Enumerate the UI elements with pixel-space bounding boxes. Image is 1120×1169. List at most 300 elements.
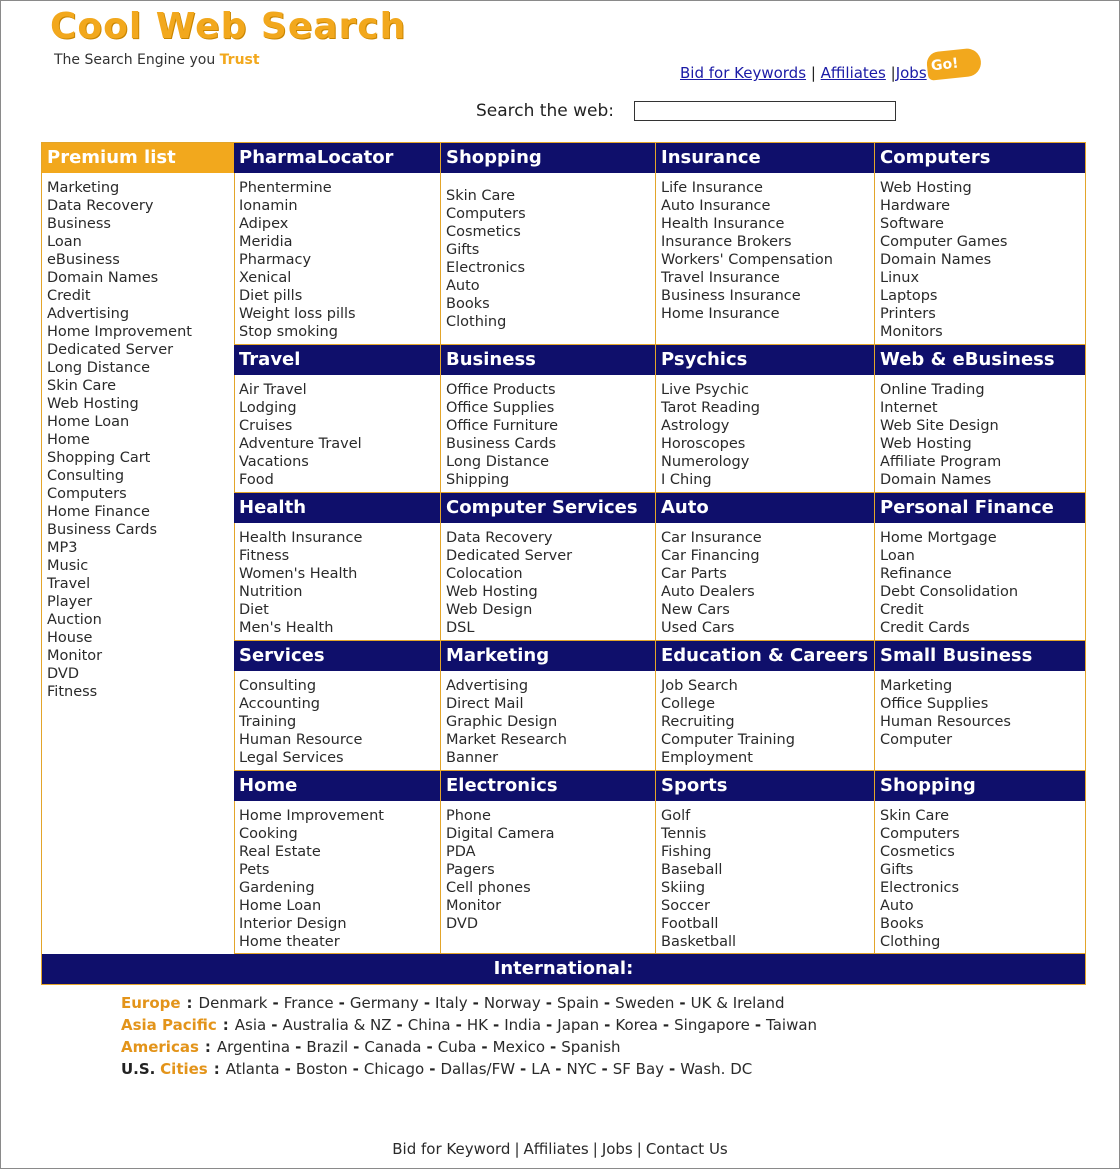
country-link-norway[interactable]: Norway (483, 994, 541, 1012)
country-link-germany[interactable]: Germany (349, 994, 419, 1012)
category-items (441, 529, 655, 637)
country-link-canada[interactable]: Canada (364, 1038, 422, 1056)
category-link-pagers[interactable]: Pagers (446, 862, 495, 878)
category-link-debt-consolidation[interactable]: Debt Consolidation (880, 584, 1019, 600)
footer-jobs-link[interactable]: Jobs (601, 1140, 633, 1158)
category-link-pharmacy[interactable]: Pharmacy (239, 252, 312, 268)
category-title[interactable]: Electronics (441, 771, 655, 801)
category-link-computers[interactable]: Computers (880, 826, 960, 842)
premium-item-home-finance[interactable]: Home Finance (47, 504, 150, 520)
premium-item-credit[interactable]: Credit (47, 288, 91, 304)
category-link-skin-care[interactable]: Skin Care (446, 188, 516, 204)
premium-item-auction[interactable]: Auction (47, 612, 102, 628)
category-link-web-design[interactable]: Web Design (446, 602, 533, 618)
country-link-dallas-fw[interactable]: Dallas/FW (440, 1060, 516, 1078)
category-link-cell-phones[interactable]: Cell phones (446, 880, 531, 896)
category-title[interactable]: Travel (234, 345, 440, 375)
category-shopping (875, 771, 1085, 954)
international-row-europe (121, 992, 817, 1014)
category-link-phone[interactable]: Phone (446, 808, 491, 824)
category-link-computers[interactable]: Computers (446, 206, 526, 222)
category-title[interactable]: Small Business (875, 641, 1085, 671)
category-electronics (441, 771, 656, 954)
category-link-car-insurance[interactable]: Car Insurance (661, 530, 762, 546)
category-link-nutrition[interactable]: Nutrition (239, 584, 303, 600)
country-link-wash-dc[interactable]: Wash. DC (680, 1060, 753, 1078)
dash-separator: - (284, 1060, 291, 1078)
category-link-monitors[interactable]: Monitors (880, 324, 943, 340)
category-link-diet[interactable]: Diet (239, 602, 269, 618)
category-link-auto-dealers[interactable]: Auto Dealers (661, 584, 755, 600)
premium-item-skin-care[interactable]: Skin Care (47, 378, 117, 394)
category-link-direct-mail[interactable]: Direct Mail (446, 696, 524, 712)
category-link-stop-smoking[interactable]: Stop smoking (239, 324, 338, 340)
category-link-business-cards[interactable]: Business Cards (446, 436, 557, 452)
category-link-college[interactable]: College (661, 696, 716, 712)
category-link-office-furniture[interactable]: Office Furniture (446, 418, 559, 434)
region-label[interactable]: Americas (121, 1038, 199, 1056)
category-link-web-hosting[interactable]: Web Hosting (880, 180, 972, 196)
country-link-singapore[interactable]: Singapore (674, 1016, 750, 1034)
category-link-computer[interactable]: Computer (880, 732, 953, 748)
category-items (441, 381, 655, 489)
dash-separator: - (679, 994, 686, 1012)
category-link-digital-camera[interactable]: Digital Camera (446, 826, 555, 842)
category-link-adventure-travel[interactable]: Adventure Travel (239, 436, 362, 452)
dash-separator: - (338, 994, 345, 1012)
premium-item-long-distance[interactable]: Long Distance (47, 360, 151, 376)
category-link-dedicated-server[interactable]: Dedicated Server (446, 548, 573, 564)
category-link-home-improvement[interactable]: Home Improvement (239, 808, 384, 824)
category-items (875, 381, 1085, 489)
category-link-cosmetics[interactable]: Cosmetics (880, 844, 955, 860)
category-items (656, 807, 874, 951)
category-title[interactable]: Shopping (441, 143, 655, 173)
category-travel (234, 345, 441, 493)
category-link-adipex[interactable]: Adipex (239, 216, 289, 232)
category-link-home-insurance[interactable]: Home Insurance (661, 306, 780, 322)
dash-separator: - (295, 1038, 302, 1056)
premium-item-mp3[interactable]: MP3 (47, 540, 78, 556)
category-link-home-loan[interactable]: Home Loan (239, 898, 322, 914)
dash-separator: - (396, 1016, 403, 1034)
country-link-japan[interactable]: Japan (557, 1016, 600, 1034)
category-link-home-theater[interactable]: Home theater (239, 934, 340, 950)
category-link-real-estate[interactable]: Real Estate (239, 844, 321, 860)
country-link-argentina[interactable]: Argentina (216, 1038, 291, 1056)
category-link-diet-pills[interactable]: Diet pills (239, 288, 303, 304)
premium-item-business-cards[interactable]: Business Cards (47, 522, 158, 538)
region-label[interactable]: Europe (121, 994, 181, 1012)
category-title[interactable]: Sports (656, 771, 874, 801)
category-items (656, 677, 874, 767)
dash-separator: - (545, 994, 552, 1012)
category-link-golf[interactable]: Golf (661, 808, 691, 824)
dash-separator: - (601, 1060, 608, 1078)
premium-item-dedicated-server[interactable]: Dedicated Server (47, 342, 174, 358)
bid-keywords-link[interactable]: Bid for Keywords (680, 64, 807, 82)
country-link-brazil[interactable]: Brazil (306, 1038, 349, 1056)
category-link-tennis[interactable]: Tennis (661, 826, 707, 842)
category-title[interactable]: Services (234, 641, 440, 671)
category-link-travel-insurance[interactable]: Travel Insurance (661, 270, 780, 286)
category-link-cooking[interactable]: Cooking (239, 826, 298, 842)
category-link-consulting[interactable]: Consulting (239, 678, 317, 694)
country-link-spanish[interactable]: Spanish (561, 1038, 621, 1056)
premium-item-domain-names[interactable]: Domain Names (47, 270, 159, 286)
premium-item-player[interactable]: Player (47, 594, 93, 610)
category-link-printers[interactable]: Printers (880, 306, 936, 322)
premium-item-music[interactable]: Music (47, 558, 89, 574)
category-link-tarot-reading[interactable]: Tarot Reading (661, 400, 761, 416)
category-link-clothing[interactable]: Clothing (446, 314, 507, 330)
category-link-market-research[interactable]: Market Research (446, 732, 567, 748)
country-link-india[interactable]: India (504, 1016, 542, 1034)
dash-separator: - (546, 1016, 553, 1034)
footer-bid-keyword-link[interactable]: Bid for Keyword (392, 1140, 511, 1158)
category-title[interactable]: Marketing (441, 641, 655, 671)
country-link-italy[interactable]: Italy (435, 994, 468, 1012)
category-psychics (656, 345, 875, 493)
international-row-cities (121, 1058, 817, 1080)
category-items (441, 677, 655, 767)
category-link-shipping[interactable]: Shipping (446, 472, 510, 488)
dash-separator: - (426, 1038, 433, 1056)
category-link-web-hosting[interactable]: Web Hosting (446, 584, 538, 600)
country-link-mexico[interactable]: Mexico (492, 1038, 546, 1056)
affiliates-link[interactable]: Affiliates (820, 64, 886, 82)
category-services (234, 641, 441, 771)
category-link-clothing[interactable]: Clothing (880, 934, 941, 950)
category-link-books[interactable]: Books (880, 916, 924, 932)
country-link-cuba[interactable]: Cuba (437, 1038, 477, 1056)
country-link-spain[interactable]: Spain (556, 994, 599, 1012)
country-link-korea[interactable]: Korea (615, 1016, 658, 1034)
separator: | (636, 1140, 642, 1158)
category-link-life-insurance[interactable]: Life Insurance (661, 180, 763, 196)
separator: | (592, 1140, 598, 1158)
international-row-asia-pacific (121, 1014, 817, 1036)
dash-separator: - (604, 1016, 611, 1034)
category-link-women-s-health[interactable]: Women's Health (239, 566, 358, 582)
footer-contact-link[interactable]: Contact Us (645, 1140, 728, 1158)
category-link-employment[interactable]: Employment (661, 750, 753, 766)
category-title[interactable]: Shopping (875, 771, 1085, 801)
category-link-pets[interactable]: Pets (239, 862, 270, 878)
region-label[interactable]: Asia Pacific (121, 1016, 217, 1034)
category-link-software[interactable]: Software (880, 216, 944, 232)
country-link-la[interactable]: LA (531, 1060, 551, 1078)
dash-separator: - (455, 1016, 462, 1034)
category-link-training[interactable]: Training (239, 714, 297, 730)
category-link-astrology[interactable]: Astrology (661, 418, 730, 434)
category-link-laptops[interactable]: Laptops (880, 288, 938, 304)
category-title[interactable]: Computer Services (441, 493, 655, 523)
premium-item-business[interactable]: Business (47, 216, 111, 232)
premium-items (42, 179, 234, 701)
category-home (234, 771, 441, 954)
category-link-interior-design[interactable]: Interior Design (239, 916, 347, 932)
category-title[interactable]: Personal Finance (875, 493, 1085, 523)
category-title[interactable]: Health (234, 493, 440, 523)
category-sports (656, 771, 875, 954)
category-link-new-cars[interactable]: New Cars (661, 602, 730, 618)
category-link-numerology[interactable]: Numerology (661, 454, 750, 470)
premium-item-travel[interactable]: Travel (47, 576, 91, 592)
category-title[interactable]: Education & Careers (656, 641, 874, 671)
category-link-dvd[interactable]: DVD (446, 916, 478, 932)
category-link-auto-insurance[interactable]: Auto Insurance (661, 198, 771, 214)
category-link-used-cars[interactable]: Used Cars (661, 620, 735, 636)
premium-item-monitor[interactable]: Monitor (47, 648, 103, 664)
category-link-books[interactable]: Books (446, 296, 490, 312)
region-label[interactable]: Cities (160, 1060, 208, 1078)
dash-separator: - (353, 1038, 360, 1056)
separator: | (514, 1140, 520, 1158)
premium-item-data-recovery[interactable]: Data Recovery (47, 198, 154, 214)
category-link-graphic-design[interactable]: Graphic Design (446, 714, 558, 730)
category-link-horoscopes[interactable]: Horoscopes (661, 436, 746, 452)
category-link-long-distance[interactable]: Long Distance (446, 454, 550, 470)
category-link-credit[interactable]: Credit (880, 602, 924, 618)
dash-separator: - (481, 1038, 488, 1056)
jobs-link[interactable]: Jobs (895, 64, 927, 82)
category-title[interactable]: Insurance (656, 143, 874, 173)
category-link-electronics[interactable]: Electronics (446, 260, 526, 276)
category-link-pda[interactable]: PDA (446, 844, 476, 860)
dash-separator: - (550, 1038, 557, 1056)
dash-separator: - (423, 994, 431, 1012)
category-link-phentermine[interactable]: Phentermine (239, 180, 332, 196)
category-link-business-insurance[interactable]: Business Insurance (661, 288, 801, 304)
category-link-live-psychic[interactable]: Live Psychic (661, 382, 750, 398)
category-link-accounting[interactable]: Accounting (239, 696, 320, 712)
category-computer-services (441, 493, 656, 641)
footer-affiliates-link[interactable]: Affiliates (523, 1140, 589, 1158)
premium-list (42, 143, 235, 954)
category-items (656, 529, 874, 637)
category-shopping (441, 143, 656, 345)
category-title[interactable]: Auto (656, 493, 874, 523)
category-link-men-s-health[interactable]: Men's Health (239, 620, 334, 636)
category-link-advertising[interactable]: Advertising (446, 678, 529, 694)
country-link-asia[interactable]: Asia (234, 1016, 267, 1034)
category-link-domain-names[interactable]: Domain Names (880, 252, 992, 268)
category-title[interactable]: Psychics (656, 345, 874, 375)
category-link-legal-services[interactable]: Legal Services (239, 750, 344, 766)
category-pharmalocator (234, 143, 441, 345)
category-title[interactable]: PharmaLocator (234, 143, 440, 173)
category-link-office-products[interactable]: Office Products (446, 382, 556, 398)
category-link-baseball[interactable]: Baseball (661, 862, 723, 878)
category-link-office-supplies[interactable]: Office Supplies (880, 696, 989, 712)
country-link-sf-bay[interactable]: SF Bay (612, 1060, 665, 1078)
category-title[interactable]: Home (234, 771, 440, 801)
premium-list-title: Premium list (42, 143, 234, 173)
category-link-soccer[interactable]: Soccer (661, 898, 710, 914)
category-link-domain-names[interactable]: Domain Names (880, 472, 992, 488)
category-link-health-insurance[interactable]: Health Insurance (661, 216, 785, 232)
dash-separator: - (603, 994, 611, 1012)
country-link-sweden[interactable]: Sweden (615, 994, 675, 1012)
category-link-credit-cards[interactable]: Credit Cards (880, 620, 970, 636)
category-education-and-careers (656, 641, 875, 771)
category-personal-finance (875, 493, 1085, 641)
premium-item-shopping-cart[interactable]: Shopping Cart (47, 450, 151, 466)
category-health (234, 493, 441, 641)
category-items (875, 529, 1085, 637)
category-items (441, 807, 655, 933)
premium-item-marketing[interactable]: Marketing (47, 180, 120, 196)
category-link-dsl[interactable]: DSL (446, 620, 475, 636)
category-link-meridia[interactable]: Meridia (239, 234, 293, 250)
country-link-taiwan[interactable]: Taiwan (766, 1016, 818, 1034)
category-link-web-hosting[interactable]: Web Hosting (880, 436, 972, 452)
category-link-affiliate-program[interactable]: Affiliate Program (880, 454, 1002, 470)
category-link-monitor[interactable]: Monitor (446, 898, 502, 914)
category-link-computer-training[interactable]: Computer Training (661, 732, 795, 748)
category-link-workers-compensation[interactable]: Workers' Compensation (661, 252, 833, 268)
category-computers (875, 143, 1085, 345)
category-link-health-insurance[interactable]: Health Insurance (239, 530, 363, 546)
category-link-job-search[interactable]: Job Search (661, 678, 738, 694)
country-link-atlanta[interactable]: Atlanta (225, 1060, 280, 1078)
premium-item-ebusiness[interactable]: eBusiness (47, 252, 120, 268)
category-link-gifts[interactable]: Gifts (446, 242, 480, 258)
category-link-web-site-design[interactable]: Web Site Design (880, 418, 999, 434)
category-link-colocation[interactable]: Colocation (446, 566, 523, 582)
category-web-and-ebusiness (875, 345, 1085, 493)
category-link-fishing[interactable]: Fishing (661, 844, 712, 860)
premium-item-computers[interactable]: Computers (47, 486, 127, 502)
dash-separator: - (493, 1016, 500, 1034)
category-link-car-parts[interactable]: Car Parts (661, 566, 727, 582)
dash-separator: - (272, 994, 279, 1012)
category-link-loan[interactable]: Loan (880, 548, 915, 564)
category-link-linux[interactable]: Linux (880, 270, 920, 286)
premium-item-consulting[interactable]: Consulting (47, 468, 125, 484)
category-link-ionamin[interactable]: Ionamin (239, 198, 298, 214)
category-link-human-resource[interactable]: Human Resource (239, 732, 363, 748)
category-items (875, 807, 1085, 951)
premium-item-house[interactable]: House (47, 630, 93, 646)
category-auto (656, 493, 875, 641)
category-items (234, 677, 440, 767)
category-items (234, 807, 440, 951)
category-link-xenical[interactable]: Xenical (239, 270, 292, 286)
logo-title[interactable]: Cool Web Search (50, 6, 407, 47)
category-link-insurance-brokers[interactable]: Insurance Brokers (661, 234, 792, 250)
category-link-refinance[interactable]: Refinance (880, 566, 952, 582)
category-link-skiing[interactable]: Skiing (661, 880, 706, 896)
category-link-marketing[interactable]: Marketing (880, 678, 953, 694)
category-link-auto[interactable]: Auto (880, 898, 914, 914)
category-title[interactable]: Business (441, 345, 655, 375)
category-link-online-trading[interactable]: Online Trading (880, 382, 985, 398)
dash-separator: - (669, 1060, 676, 1078)
category-title[interactable]: Web & eBusiness (875, 345, 1085, 375)
country-link-hk[interactable]: HK (466, 1016, 488, 1034)
separator: | (890, 64, 896, 82)
country-link-australia-and-nz[interactable]: Australia & NZ (282, 1016, 392, 1034)
category-link-cosmetics[interactable]: Cosmetics (446, 224, 521, 240)
category-items (656, 381, 874, 489)
category-link-cruises[interactable]: Cruises (239, 418, 293, 434)
category-link-internet[interactable]: Internet (880, 400, 938, 416)
category-link-air-travel[interactable]: Air Travel (239, 382, 307, 398)
country-link-chicago[interactable]: Chicago (363, 1060, 425, 1078)
premium-item-dvd[interactable]: DVD (47, 666, 79, 682)
country-link-uk-and-ireland[interactable]: UK & Ireland (690, 994, 785, 1012)
search-input[interactable] (634, 101, 896, 121)
category-items (875, 677, 1085, 749)
category-link-banner[interactable]: Banner (446, 750, 499, 766)
category-title[interactable]: Computers (875, 143, 1085, 173)
international-links (121, 992, 817, 1080)
premium-item-home-loan[interactable]: Home Loan (47, 414, 130, 430)
country-link-china[interactable]: China (407, 1016, 451, 1034)
premium-item-home-improvement[interactable]: Home Improvement (47, 324, 192, 340)
dash-separator: - (520, 1060, 527, 1078)
category-link-fitness[interactable]: Fitness (239, 548, 290, 564)
category-link-human-resources[interactable]: Human Resources (880, 714, 1011, 730)
category-link-home-mortgage[interactable]: Home Mortgage (880, 530, 997, 546)
dash-separator: - (472, 994, 479, 1012)
premium-item-home[interactable]: Home (47, 432, 90, 448)
category-insurance (656, 143, 875, 345)
category-link-food[interactable]: Food (239, 472, 274, 488)
category-link-lodging[interactable]: Lodging (239, 400, 297, 416)
category-items (234, 529, 440, 637)
category-link-computer-games[interactable]: Computer Games (880, 234, 1008, 250)
premium-item-web-hosting[interactable]: Web Hosting (47, 396, 139, 412)
country-link-france[interactable]: France (283, 994, 334, 1012)
premium-item-advertising[interactable]: Advertising (47, 306, 130, 322)
category-link-data-recovery[interactable]: Data Recovery (446, 530, 553, 546)
category-link-skin-care[interactable]: Skin Care (880, 808, 950, 824)
category-small-business (875, 641, 1085, 771)
country-link-boston[interactable]: Boston (295, 1060, 348, 1078)
category-business (441, 345, 656, 493)
category-link-i-ching[interactable]: I Ching (661, 472, 712, 488)
category-link-gardening[interactable]: Gardening (239, 880, 315, 896)
category-items (656, 179, 874, 323)
dash-separator: - (555, 1060, 562, 1078)
category-link-recruiting[interactable]: Recruiting (661, 714, 735, 730)
category-items (234, 179, 440, 341)
category-link-electronics[interactable]: Electronics (880, 880, 960, 896)
dash-separator: - (271, 1016, 278, 1034)
category-link-football[interactable]: Football (661, 916, 719, 932)
category-link-weight-loss-pills[interactable]: Weight loss pills (239, 306, 356, 322)
category-link-car-financing[interactable]: Car Financing (661, 548, 760, 564)
search-label: Search the web: (476, 101, 614, 121)
category-link-basketball[interactable]: Basketball (661, 934, 737, 950)
premium-item-loan[interactable]: Loan (47, 234, 82, 250)
country-link-nyc[interactable]: NYC (566, 1060, 597, 1078)
region-prefix: U.S. (121, 1060, 156, 1078)
category-items (441, 187, 655, 331)
category-link-gifts[interactable]: Gifts (880, 862, 914, 878)
premium-item-fitness[interactable]: Fitness (47, 684, 98, 700)
category-link-auto[interactable]: Auto (446, 278, 480, 294)
colon-separator: : (204, 1038, 211, 1056)
country-link-denmark[interactable]: Denmark (198, 994, 268, 1012)
category-link-vacations[interactable]: Vacations (239, 454, 309, 470)
category-link-office-supplies[interactable]: Office Supplies (446, 400, 555, 416)
category-link-hardware[interactable]: Hardware (880, 198, 951, 214)
go-button[interactable]: Go! (926, 47, 983, 80)
